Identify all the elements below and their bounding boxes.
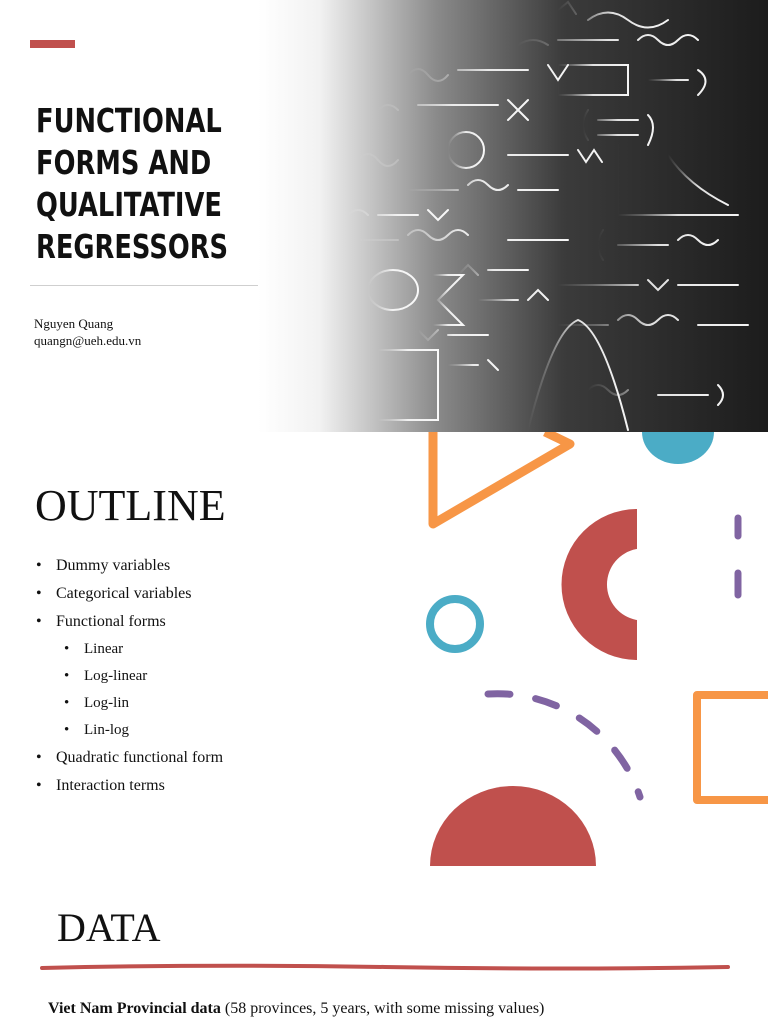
outline-item: • Functional forms (36, 608, 223, 636)
data-description (48, 1000, 544, 1018)
author-name: Nguyen Quang (34, 316, 114, 331)
title-line: FUNCTIONAL (36, 101, 222, 140)
title-line: FORMS AND (36, 143, 212, 182)
outline-item: • Dummy variables (36, 552, 223, 580)
brush-underline (40, 962, 730, 974)
outline-subitem: • Lin-log (64, 717, 223, 744)
outline-subitem: • Linear (64, 636, 223, 663)
chalkboard-math-image (258, 0, 768, 432)
title-line: REGRESSORS (36, 227, 229, 266)
title-slide (0, 0, 768, 432)
data-slide (0, 866, 768, 1024)
title-line: QUALITATIVE (36, 185, 223, 224)
blue-ring-shape (430, 599, 480, 649)
blue-semicircle-shape (642, 432, 714, 464)
outline-subitem: • Log-lin (64, 690, 223, 717)
divider (30, 285, 280, 286)
purple-dashed-arc (488, 694, 640, 797)
outline-item: • Quadratic functional form (36, 744, 223, 772)
data-source-label: Viet Nam Provincial data (48, 1000, 221, 1017)
orange-triangle-shape (433, 432, 570, 524)
outline-list (36, 552, 223, 800)
data-source-details: (58 provinces, 5 years, with some missing values) (220, 1000, 545, 1017)
outline-heading: OUTLINE (35, 481, 226, 530)
orange-square-shape (697, 695, 768, 800)
outline-slide (0, 432, 768, 866)
red-semicircle-shape (430, 786, 596, 866)
outline-item: • Interaction terms (36, 772, 223, 800)
author-block (34, 315, 141, 349)
slide-title (36, 100, 229, 268)
outline-subitem: • Log-linear (64, 663, 223, 690)
author-email: quangn@ueh.edu.vn (34, 333, 142, 348)
red-half-ring-shape (562, 509, 638, 660)
outline-item: • Categorical variables (36, 580, 223, 608)
accent-bar (30, 40, 75, 48)
data-heading: DATA (57, 905, 161, 950)
